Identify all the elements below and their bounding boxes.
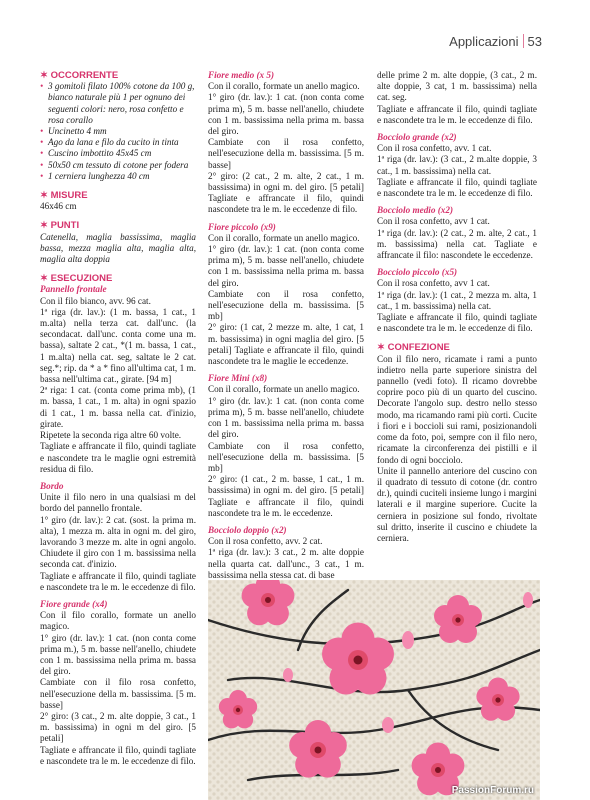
pannello-heading: Pannello frontale: [40, 284, 107, 295]
page-number: 53: [527, 34, 542, 49]
fiore-piccolo-heading: Fiore piccolo (x9): [208, 221, 276, 232]
column-3: [377, 70, 537, 544]
bocciolo-medio-heading: Bocciolo medio (x2): [377, 205, 454, 216]
list-item: • Ago da lana e filo da cucito in tinta: [48, 137, 196, 148]
star-icon: ✶: [40, 190, 51, 202]
section-title: Applicazioni: [449, 34, 519, 49]
paragraph: 1° giro (dr. lav.): 1 cat. (non conta come prima m), 5 m. basse nell'anello, chiudete con 1 m. bassissima nella prima m. bassa del giro.: [208, 395, 364, 440]
esecuzione-heading: ✶ ESECUZIONE: [40, 273, 113, 285]
paragraph: 1ª riga (dr. lav.): (1 cat., 2 mezza m. alta, 1 cat., 1 m. bassissima) nella cat.: [377, 289, 537, 311]
list-item: • 1 cerniera lunghezza 40 cm: [48, 171, 196, 182]
paragraph: Cambiate con il rosa confetto, nell'esecuzione della m. bassissima. [5 m. basse]: [208, 137, 364, 170]
bocciolo-grande-heading: Bocciolo grande (x2): [377, 132, 457, 143]
paragraph: 1ª riga (dr. lav.): (1 m. bassa, 1 cat., 1 m.alta) nella terza cat. dall'unc. (la secondacat. dall'unc. conta come una m. bassa), saltate 2 cat., *(1 m. bassa, 1 cat., 1 m.alta) nella cat. seg, saltate le 2 cat. seg.*; rip. da * a * fino all'ultima cat, 1 m. bassa nell'ultima cat., girate. [94 m]: [40, 306, 196, 385]
paragraph: 2° giro: (1 cat, 2 mezze m. alte, 1 cat, 1 m. bassissima) in ogni maglia del giro. [5 petali] Tagliate e affrancate il filo, quindi nascondete tra le maglie le eccedenze.: [208, 322, 364, 367]
misure-text: 46x46 cm: [40, 201, 77, 212]
paragraph: 1° giro (dr. lav.): 2 cat. (sost. la prima m. alta), 1 mezza m. alta in ogni m. del giro, lavorando 3 mezze m. alte in ogni angolo. Chiudete il giro con 1 m. bassissima nella seconda cat. d'inizio.: [40, 514, 196, 570]
bordo-heading: Bordo: [40, 480, 64, 491]
paragraph: Tagliate e affrancate il filo, quindi tagliate e nascondete tra le m. le eccedenze di filo.: [377, 103, 537, 125]
bocciolo-piccolo-heading: Bocciolo piccolo (x5): [377, 267, 458, 278]
paragraph: Con il corallo, formate un anello magico.: [208, 232, 360, 243]
punti-text: Catenella, maglia bassissima, maglia bassa, mezza maglia alta, maglia alta, maglia alta doppia: [40, 231, 196, 265]
paragraph: delle prime 2 m. alte doppie, (3 cat., 2 m. alte doppie, 3 cat, 1 m. bassissima) nella cat. seg.: [377, 70, 537, 103]
paragraph: 1° giro (dr. lav.): 1 cat. (non conta come prima m), 5 m. basse nell'anello, chiudete con 1 m. bassissima nella prima m. bassa del giro.: [208, 244, 364, 288]
paragraph: 2° giro: (3 cat., 2 m. alte doppie, 3 cat., 1 m. bassissima) in ogni m del giro. [5 petali]: [40, 710, 196, 744]
column-2: [208, 70, 364, 581]
paragraph: Con il corallo, formate un anello magico.: [208, 384, 360, 395]
punti-heading: ✶ PUNTI: [40, 220, 80, 232]
misure-heading: ✶ MISURE: [40, 190, 88, 202]
paragraph: Tagliate e affrancate il filo, quindi tagliate e nascondete tra le m. le eccedenze di filo.: [40, 570, 196, 592]
star-icon: ✶: [40, 220, 51, 232]
paragraph: 2° giro: (2 cat., 2 m. alte, 2 cat., 1 m. bassissima) in ogni m. del giro. [5 petali] Tagliate e affrancate il filo, quindi nascondete tra le m. le eccedenze di filo.: [208, 170, 364, 215]
fiore-medio-heading: Fiore medio (x 5): [208, 70, 275, 80]
paragraph: 1° giro (dr. lav.): 1 cat. (non conta come prima m.), 5 m. basse nell'anello, chiudete con 1 m. bassissima nella prima m. bassa del giro.: [40, 632, 196, 677]
watermark-text: PassionForum.ru: [451, 785, 534, 796]
confezione-heading: ✶ CONFEZIONE: [377, 342, 450, 354]
paragraph: Tagliate e affrancate il filo, quindi tagliate e nascondete tra le m. le eccedenze di filo.: [377, 312, 537, 334]
paragraph: Con il rosa confetto, avv 1 cat.: [377, 278, 490, 289]
paragraph: Tagliate e affrancate il filo, quindi tagliate e nascondete tra le maglie ogni estremità residua di filo.: [40, 441, 196, 474]
list-item: • 50x50 cm tessuto di cotone per fodera: [48, 160, 196, 171]
page-header: [449, 34, 542, 49]
paragraph: 1ª riga (dr. lav.): 3 cat., 2 m. alte doppie nella quarta cat. dall'unc., 3 cat., 1 m. bassissima nella stessa cat. di base: [208, 547, 364, 580]
star-icon: ✶: [377, 342, 388, 354]
paragraph: Ripetete la seconda riga altre 60 volte.: [40, 430, 182, 441]
paragraph: 1ª riga (dr. lav.): (2 cat., 2 m. alte, 2 cat., 1 m. bassissima) nella cat. Tagliate e affrancate il filo: nascondete le eccedenze.: [377, 227, 537, 261]
bocciolo-doppio-heading: Bocciolo doppio (x2): [208, 524, 287, 535]
occorrente-heading: ✶ OCCORRENTE: [40, 70, 119, 81]
paragraph: Con il rosa confetto, avv. 2 cat.: [208, 536, 323, 547]
cushion-photo: [208, 580, 540, 800]
list-item: • 3 gomitoli filato 100% cotone da 100 g, bianco naturale più 1 per ognuno dei seguenti colori: nero, rosa confetto e rosa corallo: [48, 81, 196, 126]
paragraph: Cambiate con il rosa confetto, nell'esecuzione della m. bassissima. [5 mb]: [208, 288, 364, 322]
paragraph: Con il filo bianco, avv. 96 cat.: [40, 295, 151, 306]
paragraph: Cambiate con il rosa confetto, nell'esecuzione della m. bassissima. [5 mb]: [208, 440, 364, 473]
column-1: [40, 70, 196, 767]
paragraph: 2ª riga: 1 cat. (conta come prima mb), (1 m. bassa, 1 cat., 1 m. alta) in ogni spazio di 1 cat., 1 m. bassa nella cat. d'inizio, girate.: [40, 385, 196, 429]
paragraph: 2° giro: (1 cat., 2 m. basse, 1 cat., 1 m. bassissima) in ogni m. del giro. [5 petali] Tagliate e affrancate il filo, quindi nascondete tra le m. le eccedenze.: [208, 474, 364, 518]
star-icon: ✶: [40, 70, 51, 81]
crochet-flowers-illustration: [208, 580, 540, 800]
list-item: • Uncinetto 4 mm: [48, 126, 196, 137]
paragraph: Tagliate e affrancate il filo, quindi tagliate e nascondete tra le m. le eccedenze di filo.: [377, 176, 537, 199]
paragraph: Con il filo corallo, formate un anello magico.: [40, 610, 196, 632]
paragraph: Cambiate con il filo rosa confetto, nell'esecuzione della m. bassissima. [5 m. basse]: [40, 677, 196, 710]
paragraph: Unite il pannello anteriore del cuscino con il quadrato di tessuto di cotone (dr. contro dr.), quindi cuciteli insieme lungo i margini laterali e il margine superiore. Cucite la cerniera in posizione sul fondo, rivoltate sul dritto, inserite il cuscino e chiudete la cerniera.: [377, 465, 537, 543]
paragraph: Unite il filo nero in una qualsiasi m del bordo del pannello frontale.: [40, 492, 196, 514]
materials-list: [40, 81, 196, 182]
paragraph: 1ª riga (dr. lav.): (3 cat., 2 m.alte doppie, 3 cat., 1 m. bassissima) nella cat.: [377, 154, 537, 176]
star-icon: ✶: [40, 273, 51, 285]
list-item: • Cuscino imbottito 45x45 cm: [48, 148, 196, 159]
paragraph: Con il filo nero, ricamate i rami a punto indietro nella parte superiore sinistra del pannello (vedi foto). Il ricamo dovrebbe coprire poco più di un quarto del cuscino. Decorate l'angolo sup. destro nello stesso modo, ma ricamando rami più corti. Cucite i fiori e i boccioli sui rami, posizionandoli come da foto, poi, sempre con il filo nero, ricamate la circonferenza dei pistilli e il fondo di ogni bocciolo.: [377, 353, 537, 465]
paragraph: 1° giro (dr. lav.): 1 cat. (non conta come prima m), 5 m. basse nell'anello, chiudete con 1 m. bassissima nella prima m. bassa del giro.: [208, 92, 364, 137]
paragraph: Tagliate e affrancate il filo, quindi tagliate e nascondete tra le m. le eccedenze di filo.: [40, 744, 196, 766]
fiore-grande-heading: Fiore grande (x4): [40, 598, 108, 609]
header-divider: [523, 34, 524, 48]
fiore-mini-heading: Fiore Mini (x8): [208, 373, 268, 384]
paragraph: Con il rosa confetto, avv 1 cat.: [377, 216, 490, 227]
paragraph: Con il corallo, formate un anello magico.: [208, 81, 360, 92]
paragraph: Con il rosa confetto, avv. 1 cat.: [377, 143, 492, 154]
